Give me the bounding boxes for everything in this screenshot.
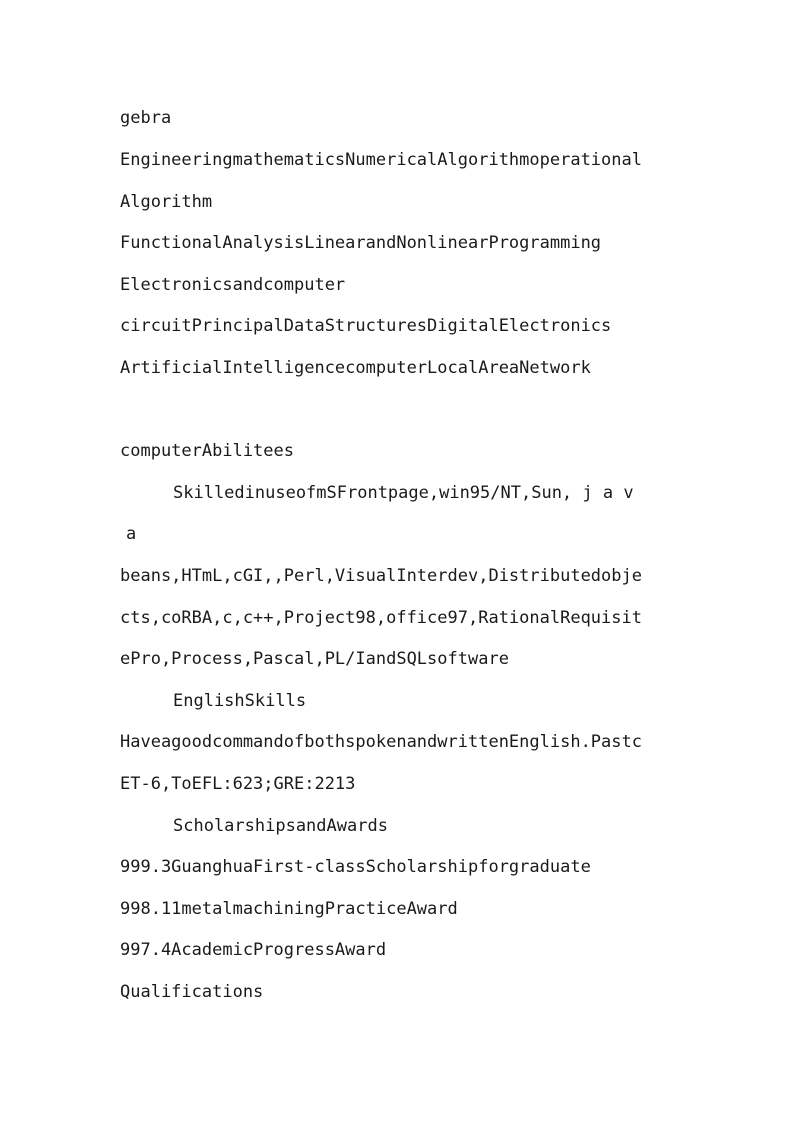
section-heading: ScholarshipsandAwards: [173, 816, 388, 836]
course-line: FunctionalAnalysisLinearandNonlinearProgramming: [120, 233, 602, 253]
section-heading: computerAbilitees: [120, 441, 294, 461]
award-line: 997.4AcademicProgressAward: [120, 940, 387, 960]
skills-line: beans,HTmL,cGI,,Perl,VisualInterdev,Distributedobje: [120, 566, 642, 586]
award-line: 998.11metalmachiningPracticeAward: [120, 899, 458, 919]
course-line: EngineeringmathematicsNumericalAlgorithmoperational: [120, 150, 642, 170]
course-line: Algorithm: [120, 192, 213, 212]
section-heading: EnglishSkills: [173, 691, 307, 711]
english-line: HaveagoodcommandofbothspokenandwrittenEnglish.Pastc: [120, 732, 642, 752]
english-line: ET-6,ToEFL:623;GRE:2213: [120, 774, 356, 794]
course-line: ArtificialIntelligencecomputerLocalAreaNetwork: [120, 358, 591, 378]
award-line: 999.3GuanghuaFirst-classScholarshipforgraduate: [120, 857, 591, 877]
skills-line: ePro,Process,Pascal,PL/IandSQLsoftware: [120, 649, 509, 669]
skills-line: cts,coRBA,c,c++,Project98,office97,RationalRequisit: [120, 608, 642, 628]
course-line: circuitPrincipalDataStructuresDigitalElectronics: [120, 316, 612, 336]
skills-line: SkilledinuseofmSFrontpage,win95/NT,Sun, j a v: [173, 483, 634, 503]
section-heading: Qualifications: [120, 982, 264, 1002]
course-line: gebra: [120, 108, 172, 128]
skills-line: a: [126, 524, 137, 544]
course-line: Electronicsandcomputer: [120, 275, 346, 295]
